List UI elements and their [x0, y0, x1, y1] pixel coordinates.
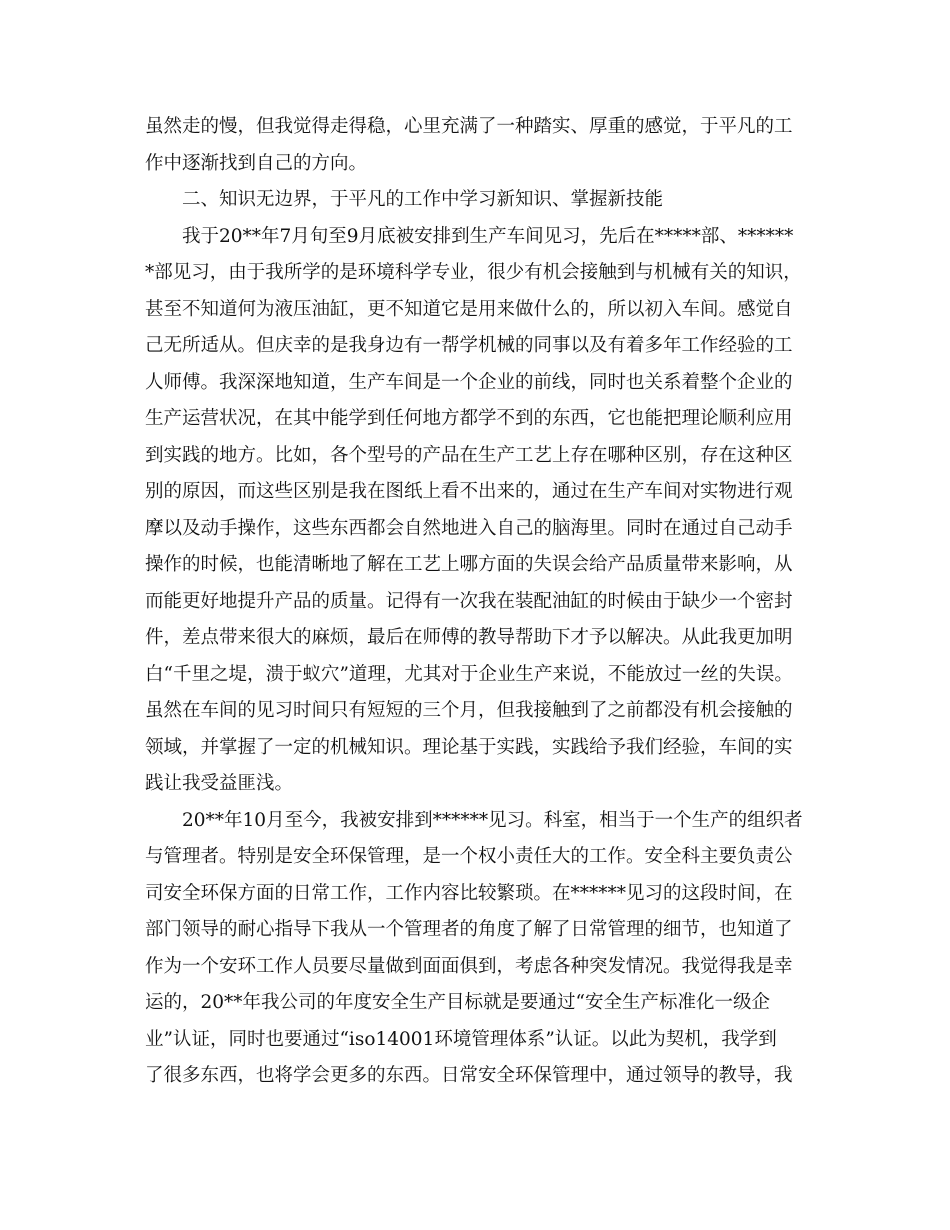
text-line: 20**年10月至今，我被安排到******见习。科室，相当于一个生产的组织者: [182, 809, 803, 831]
text-line: 人师傅。我深深地知道，生产车间是一个企业的前线，同时也关系着整个企业的: [145, 371, 793, 393]
text-line: 白“千里之堤，溃于蚁穴”道理，尤其对于企业生产来说，不能放过一丝的失误。: [145, 663, 793, 685]
text-line: 部门领导的耐心指导下我从一个管理者的角度了解了日常管理的细节，也知道了: [145, 919, 793, 940]
text-line: 操作的时候，也能清晰地了解在工艺上哪方面的失误会给产品质量带来影响，从: [145, 554, 793, 575]
text-line: 摩以及动手操作，这些东西都会自然地进入自己的脑海里。同时在通过自己动手: [145, 517, 793, 539]
text-line: 业”认证，同时也要通过“iso14001环境管理体系”认证。以此为契机，我学到: [145, 1028, 777, 1050]
text-line: 运的，20**年我公司的年度安全生产目标就是要通过“安全生产标准化一级企: [145, 992, 771, 1013]
document-page: [145, 109, 807, 1095]
text-line: 到实践的地方。比如，各个型号的产品在生产工艺上存在哪种区别，存在这种区: [145, 444, 793, 466]
text-line: 二、知识无边界，于平凡的工作中学习新知识、掌握新技能: [182, 189, 664, 210]
text-line: 领域，并掌握了一定的机械知识。理论基于实践，实践给予我们经验，车间的实: [145, 736, 793, 758]
text-line: 践让我受益匪浅。: [145, 773, 294, 794]
text-line: 件，差点带来很大的麻烦，最后在师傅的教导帮助下才予以解决。从此我更加明: [145, 627, 793, 648]
text-line: 而能更好地提升产品的质量。记得有一次我在装配油缸的时候由于缺少一个密封: [145, 590, 793, 612]
text-line: 作中逐渐找到自己的方向。: [145, 152, 368, 174]
text-line: 与管理者。特别是安全环保管理，是一个权小责任大的工作。安全科主要负责公: [145, 846, 793, 867]
text-line: 己无所适从。但庆幸的是我身边有一帮学机械的同事以及有着多年工作经验的工: [145, 335, 793, 356]
text-line: 甚至不知道何为液压油缸，更不知道它是用来做什么的，所以初入车间。感觉自: [145, 298, 793, 320]
text-line: 了很多东西，也将学会更多的东西。日常安全环保管理中，通过领导的教导，我: [145, 1065, 793, 1086]
text-line: 司安全环保方面的日常工作，工作内容比较繁琐。在******见习的这段时间，在: [145, 882, 793, 904]
text-line: 别的原因，而这些区别是我在图纸上看不出来的，通过在生产车间对实物进行观: [145, 481, 793, 502]
text-line: 我于20**年7月旬至9月底被安排到生产车间见习，先后在*****部、******: [182, 225, 794, 247]
text-line: 生产运营状况，在其中能学到任何地方都学不到的东西，它也能把理论顺利应用: [145, 408, 793, 429]
text-line: 作为一个安环工作人员要尽量做到面面俱到，考虑各种突发情况。我觉得我是幸: [145, 955, 793, 977]
text-line: 虽然走的慢，但我觉得走得稳，心里充满了一种踏实、厚重的感觉，于平凡的工: [145, 116, 793, 137]
text-line: 虽然在车间的见习时间只有短短的三个月，但我接触到了之前都没有机会接触的: [145, 700, 793, 721]
text-line: *部见习，由于我所学的是环境科学专业，很少有机会接触到与机械有关的知识，: [145, 262, 802, 283]
